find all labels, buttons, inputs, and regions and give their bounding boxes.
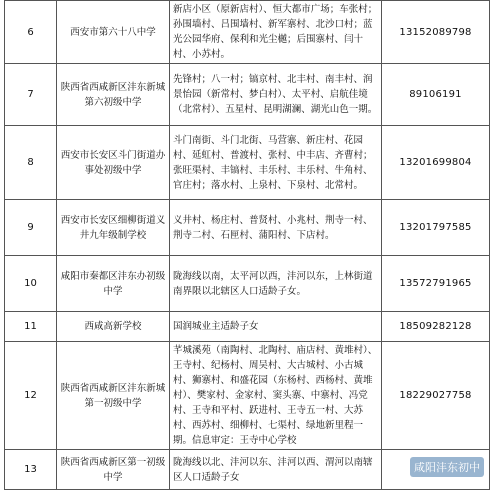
table-row — [5, 200, 490, 256]
row-number: 11 — [5, 312, 57, 342]
school-name: 西咸高新学校 — [57, 312, 170, 342]
school-name: 西安市第六十八中学 — [57, 1, 170, 64]
row-number: 7 — [5, 64, 57, 126]
school-name: 咸阳市秦都区沣东办初级中学 — [57, 256, 170, 312]
enrollment-area: 斗门南街、斗门北街、马营寨、新庄村、花园村、延虹村、普渡村、张村、中丰店、齐曹村；张旺渠村、丰镐村、丰乐村、丰乐村、牛角村、官庄村；落水村、上泉村、下泉村、北常村。 — [170, 126, 382, 200]
phone-number: 13572791965 — [382, 256, 490, 312]
table-row — [5, 64, 490, 126]
phone-number: 13201797585 — [382, 200, 490, 256]
table-row — [5, 312, 490, 342]
watermark: 咸阳沣东初中 — [410, 457, 484, 477]
phone-number: 18509282128 — [382, 312, 490, 342]
school-name: 陕西省西咸新区第一初级中学 — [57, 450, 170, 490]
table-row — [5, 342, 490, 450]
school-name: 陕西省西咸新区沣东新城第一初级中学 — [57, 342, 170, 450]
row-number: 9 — [5, 200, 57, 256]
enrollment-area: 芊城溪苑（南陶村、北陶村、庙店村、黄堆村）、王寺村、纪杨村、周吴村、大古城村、小古城村、狮寨村、和盛花园（东杨村、西杨村、黄堆村）、樊家村、金家村、窦头寨、中寨村、冯党村、王寺和平村、跃进村、王寺五一村、大苏村、西苏村、细柳村、七渠村、绿地新里程一期。信息审定：王寺中心学校 — [170, 342, 382, 450]
enrollment-area: 陇海线以北、沣河以东、沣河以西、渭河以南辖区人口适龄子女 — [170, 450, 382, 490]
phone-number: 89106191 — [382, 64, 490, 126]
enrollment-area: 义井村、杨庄村、普贤村、小兆村、荆寺一村、荆寺二村、石匣村、蒲阳村、下店村。 — [170, 200, 382, 256]
row-number: 6 — [5, 1, 57, 64]
phone-number: 13152089798 — [382, 1, 490, 64]
school-name: 西安市长安区斗门街道办事处初级中学 — [57, 126, 170, 200]
table-row — [5, 126, 490, 200]
row-number: 13 — [5, 450, 57, 490]
enrollment-area: 新店小区（原新店村）、恒大都市广场；车张村；孙围墙村、吕围墙村、新军寨村、北沙口村；蓝光公园华府、保利和光尘樾；后围寨村、闫十村、小苏村。 — [170, 1, 382, 64]
enrollment-area: 陇海线以南，太平河以西，沣河以东，上林街道南界限以北辖区人口适龄子女。 — [170, 256, 382, 312]
phone-number: 18229027758 — [382, 342, 490, 450]
table-row — [5, 1, 490, 64]
enrollment-area: 先锋村；八一村；镐京村、北丰村、南丰村、润景怡园（新常村、梦白村）、太平村、启航佳境（北常村）、五星村、昆明湖澜、湖光山色一期。 — [170, 64, 382, 126]
row-number: 8 — [5, 126, 57, 200]
phone-number: 13201699804 — [382, 126, 490, 200]
enrollment-area: 国润城业主适龄子女 — [170, 312, 382, 342]
row-number: 10 — [5, 256, 57, 312]
row-number: 12 — [5, 342, 57, 450]
school-name: 西安市长安区细柳街道义井九年级制学校 — [57, 200, 170, 256]
school-name: 陕西省西咸新区沣东新城第六初级中学 — [57, 64, 170, 126]
table-row — [5, 256, 490, 312]
enrollment-table — [4, 0, 490, 490]
